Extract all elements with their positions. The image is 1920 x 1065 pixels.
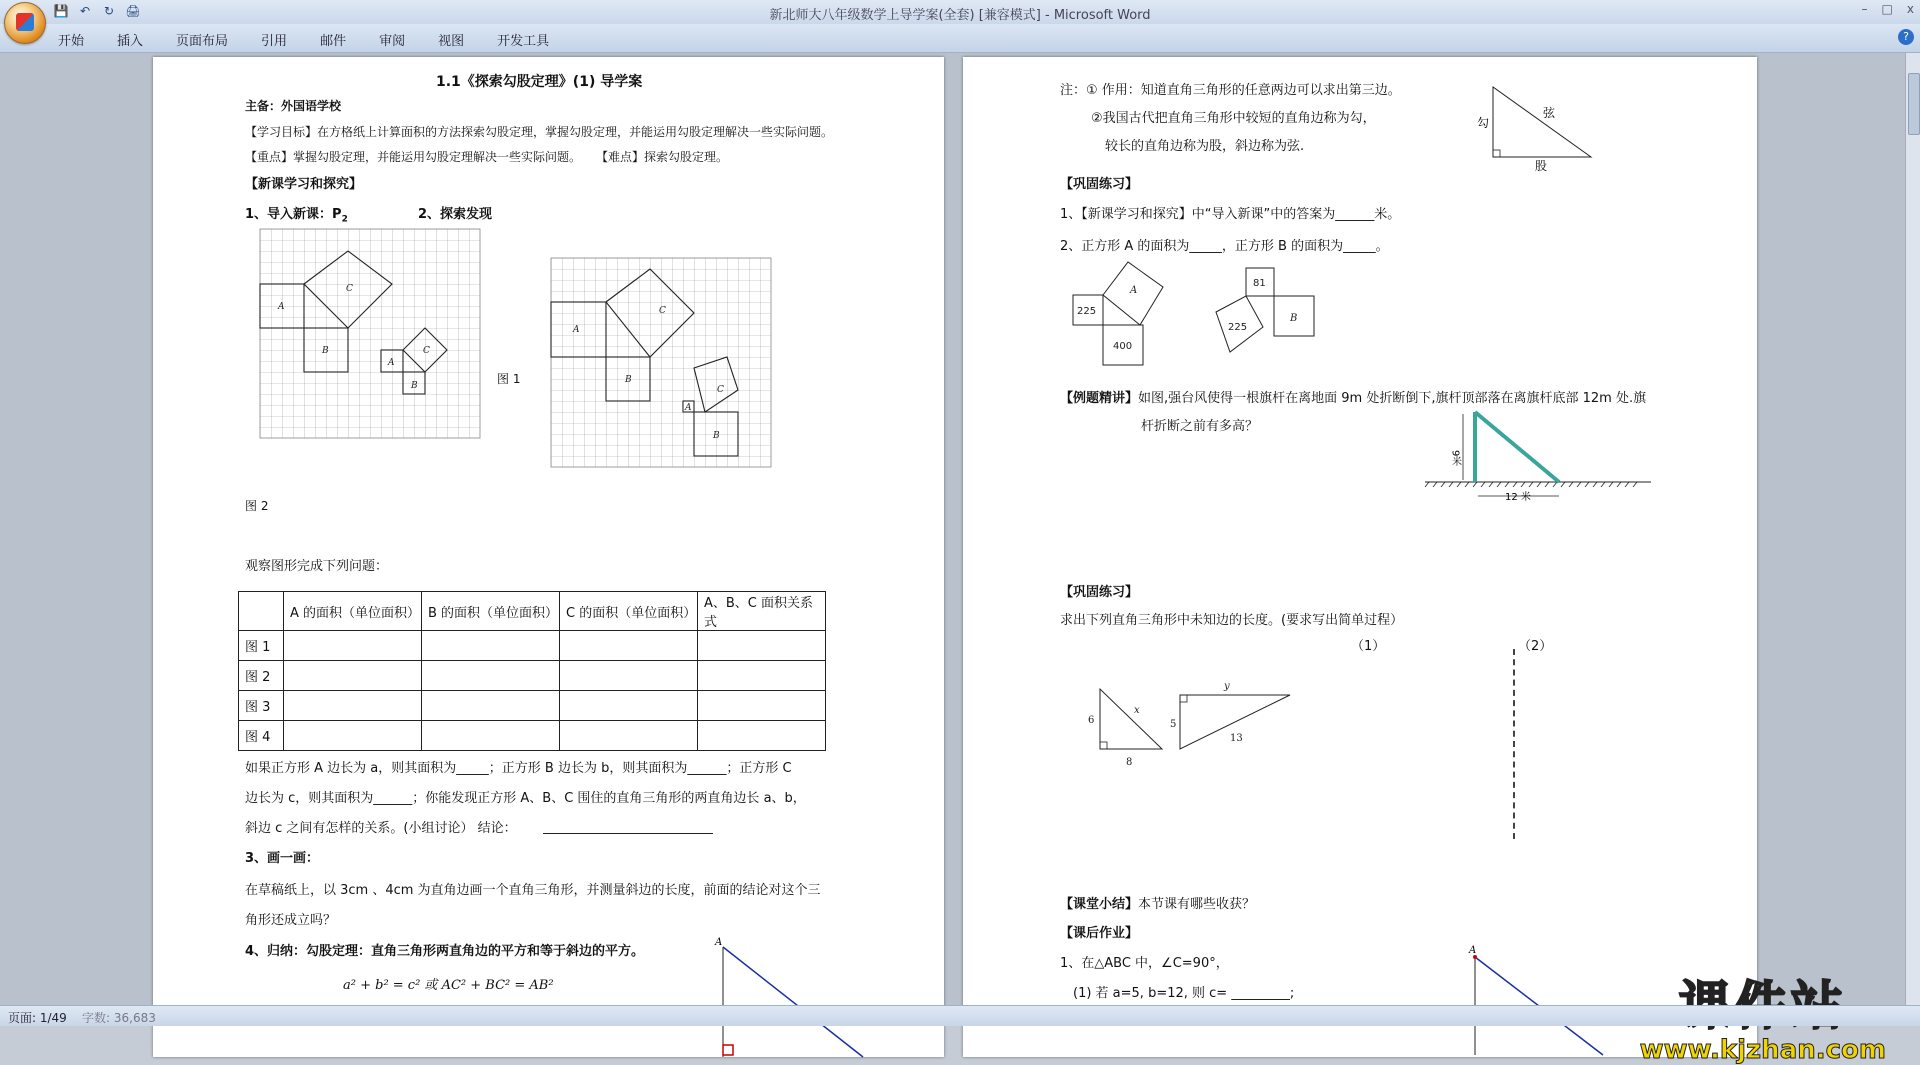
figure-2-label-a-small: A (388, 358, 395, 368)
gu-label: 股 (1535, 159, 1548, 173)
figure-1-label-b-small: B (713, 431, 720, 441)
summary-question (1060, 893, 1255, 912)
table-cell[interactable] (284, 721, 422, 751)
paragraph-square-c: 边长为 c，则其面积为______；你能发现正方形 A、B、C 围住的直角三角形的两直角边长 a、b， (245, 791, 806, 806)
practice-question-1: 1、【新课学习和探究】中“导入新课”中的答案为______米。 (1060, 207, 1401, 222)
table-header-cell: A 的面积（单位面积） (284, 592, 422, 631)
paragraph-conclusion: 斜边 c 之间有怎样的关系。(小组讨论） 结论： (245, 821, 517, 836)
note-1: 注：① 作用：知道直角三角形的任意两边可以求出第三边。 (1060, 83, 1401, 98)
example-text-1: 如图,强台风使得一根旗杆在离地面 9m 处折断倒下,旗杆顶部落在离旗杆底部 12m 处.旗 (1138, 391, 1647, 406)
figure-1-caption: 图 1 (497, 372, 521, 386)
tri1-side-a: 6 (1088, 715, 1095, 726)
figure-1-label-a-small: A (685, 403, 692, 413)
vertex-a-label: A (715, 937, 723, 948)
figure-2-caption: 图 2 (245, 499, 269, 513)
scrollbar-thumb[interactable] (1908, 73, 1920, 135)
example-question-2: 杆折断之前有多高？ (1141, 419, 1259, 434)
paragraph-draw-2: 角形还成立吗？ (245, 913, 337, 928)
observe-prompt: 观察图形完成下列问题： (245, 559, 389, 574)
figure-1-label-c-small: C (717, 385, 724, 395)
document-page-1[interactable] (153, 57, 944, 1057)
table-cell[interactable] (560, 691, 698, 721)
practice-question-2: 2、正方形 A 的面积为_____，正方形 B 的面积为_____。 (1060, 239, 1389, 254)
conclusion-blank[interactable] (543, 833, 713, 834)
divider-dashed (1513, 649, 1515, 839)
status-bar (0, 1005, 1920, 1026)
table-row-label: 图 3 (239, 691, 284, 721)
homework-heading: 【课后作业】 (1060, 926, 1139, 941)
table-cell[interactable] (422, 661, 560, 691)
lesson-title: 1.1《探索勾股定理》(1) 导学案 (436, 74, 643, 90)
page-count[interactable]: 页面: 1/49 (8, 1011, 67, 1025)
ribbon-tab-bar (0, 24, 1920, 53)
table-cell[interactable] (560, 631, 698, 661)
triangle-diagram-p2 (1463, 945, 1613, 1055)
window-controls (1862, 2, 1914, 16)
gou-label: 勾 (1477, 116, 1490, 130)
vertical-scrollbar[interactable] (1905, 53, 1920, 1005)
triangle-diagram-p1 (713, 937, 873, 1057)
table-cell[interactable] (284, 661, 422, 691)
summary-text: 本节课有哪些收获？ (1138, 897, 1256, 912)
table-header-cell: A、B、C 面积关系式 (698, 592, 826, 631)
watermark-url: www.kjzhan.com (1639, 1035, 1886, 1065)
title-bar (0, 0, 1920, 24)
table-cell[interactable] (284, 631, 422, 661)
key-point: 【重点】掌握勾股定理，并能运用勾股定理解决一些实际问题。 (245, 150, 582, 164)
ribbon-tab[interactable]: 开发工具 (497, 34, 550, 49)
practice-heading-1: 【巩固练习】 (1060, 177, 1139, 192)
gou-gu-triangle (1473, 77, 1603, 173)
ribbon-tab[interactable]: 邮件 (320, 34, 347, 49)
exercise-label-2: （2） (1518, 639, 1553, 654)
homework-question-1: 1、在△ABC 中，∠C=90°， (1060, 956, 1229, 971)
table-cell[interactable] (698, 721, 826, 751)
figure-2-label-b: B (322, 346, 329, 356)
table-header-cell: C 的面积（单位面积） (560, 592, 698, 631)
pole-height-label: 9米 (1449, 450, 1461, 467)
homework-question-1a: (1) 若 a=5, b=12, 则 c= _________; (1073, 986, 1295, 1001)
learning-goal: 【学习目标】在方格纸上计算面积的方法探索勾股定理，掌握勾股定理，并能运用勾股定理解决一些实际问题。 (245, 125, 834, 139)
table-row-label: 图 2 (239, 661, 284, 691)
ribbon-tab[interactable]: 审阅 (379, 34, 406, 49)
flagpole-diagram (1423, 410, 1653, 510)
table-row-label: 图 4 (239, 721, 284, 751)
paragraph-square-a: 如果正方形 A 边长为 a，则其面积为_____；正方形 B 边长为 b，则其面积为______；正方形 C (245, 761, 792, 776)
section-new-lesson: 【新课学习和探究】 (245, 177, 363, 192)
redo-icon[interactable]: ↻ (103, 4, 115, 18)
table-header-row (239, 592, 826, 631)
table-header-cell: B 的面积（单位面积） (422, 592, 560, 631)
table-cell[interactable] (698, 661, 826, 691)
table-row (239, 661, 826, 691)
word-count[interactable]: 字数: 36,683 (82, 1011, 156, 1025)
squares-exercise (1068, 257, 1358, 367)
save-icon[interactable]: 💾 (53, 4, 69, 18)
tri2-side-y: y (1224, 681, 1230, 692)
tri2-side-a: 5 (1170, 719, 1177, 730)
table-header-cell (239, 592, 284, 631)
square-400-label: 400 (1113, 341, 1133, 352)
square-225b-label: 225 (1228, 322, 1248, 333)
note-2: ②我国古代把直角三角形中较短的直角边称为勾， (1091, 111, 1376, 126)
ribbon-tabs (58, 30, 582, 49)
ribbon-tab[interactable]: 视图 (438, 34, 465, 49)
ribbon-tab[interactable]: 开始 (58, 34, 85, 49)
square-a-label: A (1130, 285, 1138, 296)
office-button[interactable] (4, 2, 46, 44)
table-cell[interactable] (422, 721, 560, 751)
ribbon-tab[interactable]: 页面布局 (176, 34, 229, 49)
maximize-button[interactable]: □ (1881, 2, 1893, 16)
exercise-prompt: 求出下列直角三角形中未知边的长度。(要求写出简单过程） (1060, 613, 1404, 628)
table-row-label: 图 1 (239, 631, 284, 661)
paragraph-draw: 在草稿纸上，以 3cm 、4cm 为直角边画一个直角三角形，并测量斜边的长度，前面的结论对这个三 (245, 883, 821, 898)
table-cell[interactable] (422, 631, 560, 661)
table-row (239, 631, 826, 661)
figure-2-label-c-small: C (423, 346, 430, 356)
table-row (239, 691, 826, 721)
observation-table (238, 591, 826, 751)
ribbon-tab[interactable]: 引用 (261, 34, 288, 49)
table-cell[interactable] (560, 661, 698, 691)
table-cell[interactable] (698, 631, 826, 661)
square-81-label: 81 (1253, 278, 1266, 289)
vertex-a-label-p2: A (1469, 945, 1477, 956)
office-logo-icon (16, 13, 34, 31)
figure-2-label-c: C (346, 284, 353, 294)
help-icon[interactable]: ? (1898, 29, 1914, 45)
table-row (239, 721, 826, 751)
example-tag: 【例题精讲】 (1060, 391, 1139, 406)
table-cell[interactable] (284, 691, 422, 721)
figure-1-label-a: A (573, 325, 580, 335)
figure-1-label-b: B (625, 375, 632, 385)
summary-tag: 【课堂小结】 (1060, 897, 1139, 912)
example-question (1060, 387, 1646, 406)
tri1-side-x: x (1134, 705, 1140, 716)
square-b-label: B (1290, 313, 1298, 324)
ribbon-tab[interactable]: 插入 (117, 34, 144, 49)
minimize-button[interactable]: – (1861, 2, 1868, 16)
xian-label: 弦 (1543, 106, 1556, 120)
exercise-label-1: （1） (1351, 639, 1386, 654)
tri1-side-b: 8 (1126, 757, 1133, 768)
window-title: 新北师大八年级数学上导学案(全套) [兼容模式] - Microsoft Word (769, 8, 1151, 23)
figure-2-label-a: A (278, 302, 285, 312)
note-3: 较长的直角边称为股，斜边称为弦. (1105, 139, 1305, 154)
figure-1-grid (551, 258, 773, 470)
step-2-explore: 2、探索发现 (418, 207, 493, 222)
table-cell[interactable] (698, 691, 826, 721)
exercise-triangles (1080, 677, 1360, 767)
step-4-summary: 4、归纳：勾股定理：直角三角形两直角边的平方和等于斜边的平方。 (245, 944, 645, 959)
pole-distance-label: 12 米 (1505, 492, 1531, 503)
figure-1-label-c: C (659, 306, 666, 316)
step-3-draw: 3、画一画： (245, 851, 320, 866)
undo-icon[interactable]: ↶ (79, 4, 91, 18)
author-line: 主备：外国语学校 (245, 99, 342, 113)
difficult-point: 【难点】探索勾股定理。 (596, 150, 729, 164)
figure-2-label-b-small: B (411, 381, 418, 391)
close-button[interactable]: x (1906, 2, 1914, 16)
table-cell[interactable] (560, 721, 698, 751)
practice-heading-2: 【巩固练习】 (1060, 585, 1139, 600)
document-page-2[interactable] (963, 57, 1757, 1057)
print-preview-icon[interactable]: 🖨 (125, 4, 141, 18)
step-1-intro: 1、导入新课：$P_2$ (245, 207, 348, 225)
tri2-side-b: 13 (1230, 733, 1243, 744)
pythagorean-formula: a² + b² = c² 或 AC² + BC² = AB² (343, 978, 554, 993)
figure-2-grid (260, 229, 482, 441)
table-cell[interactable] (422, 691, 560, 721)
square-225-label: 225 (1077, 306, 1097, 317)
